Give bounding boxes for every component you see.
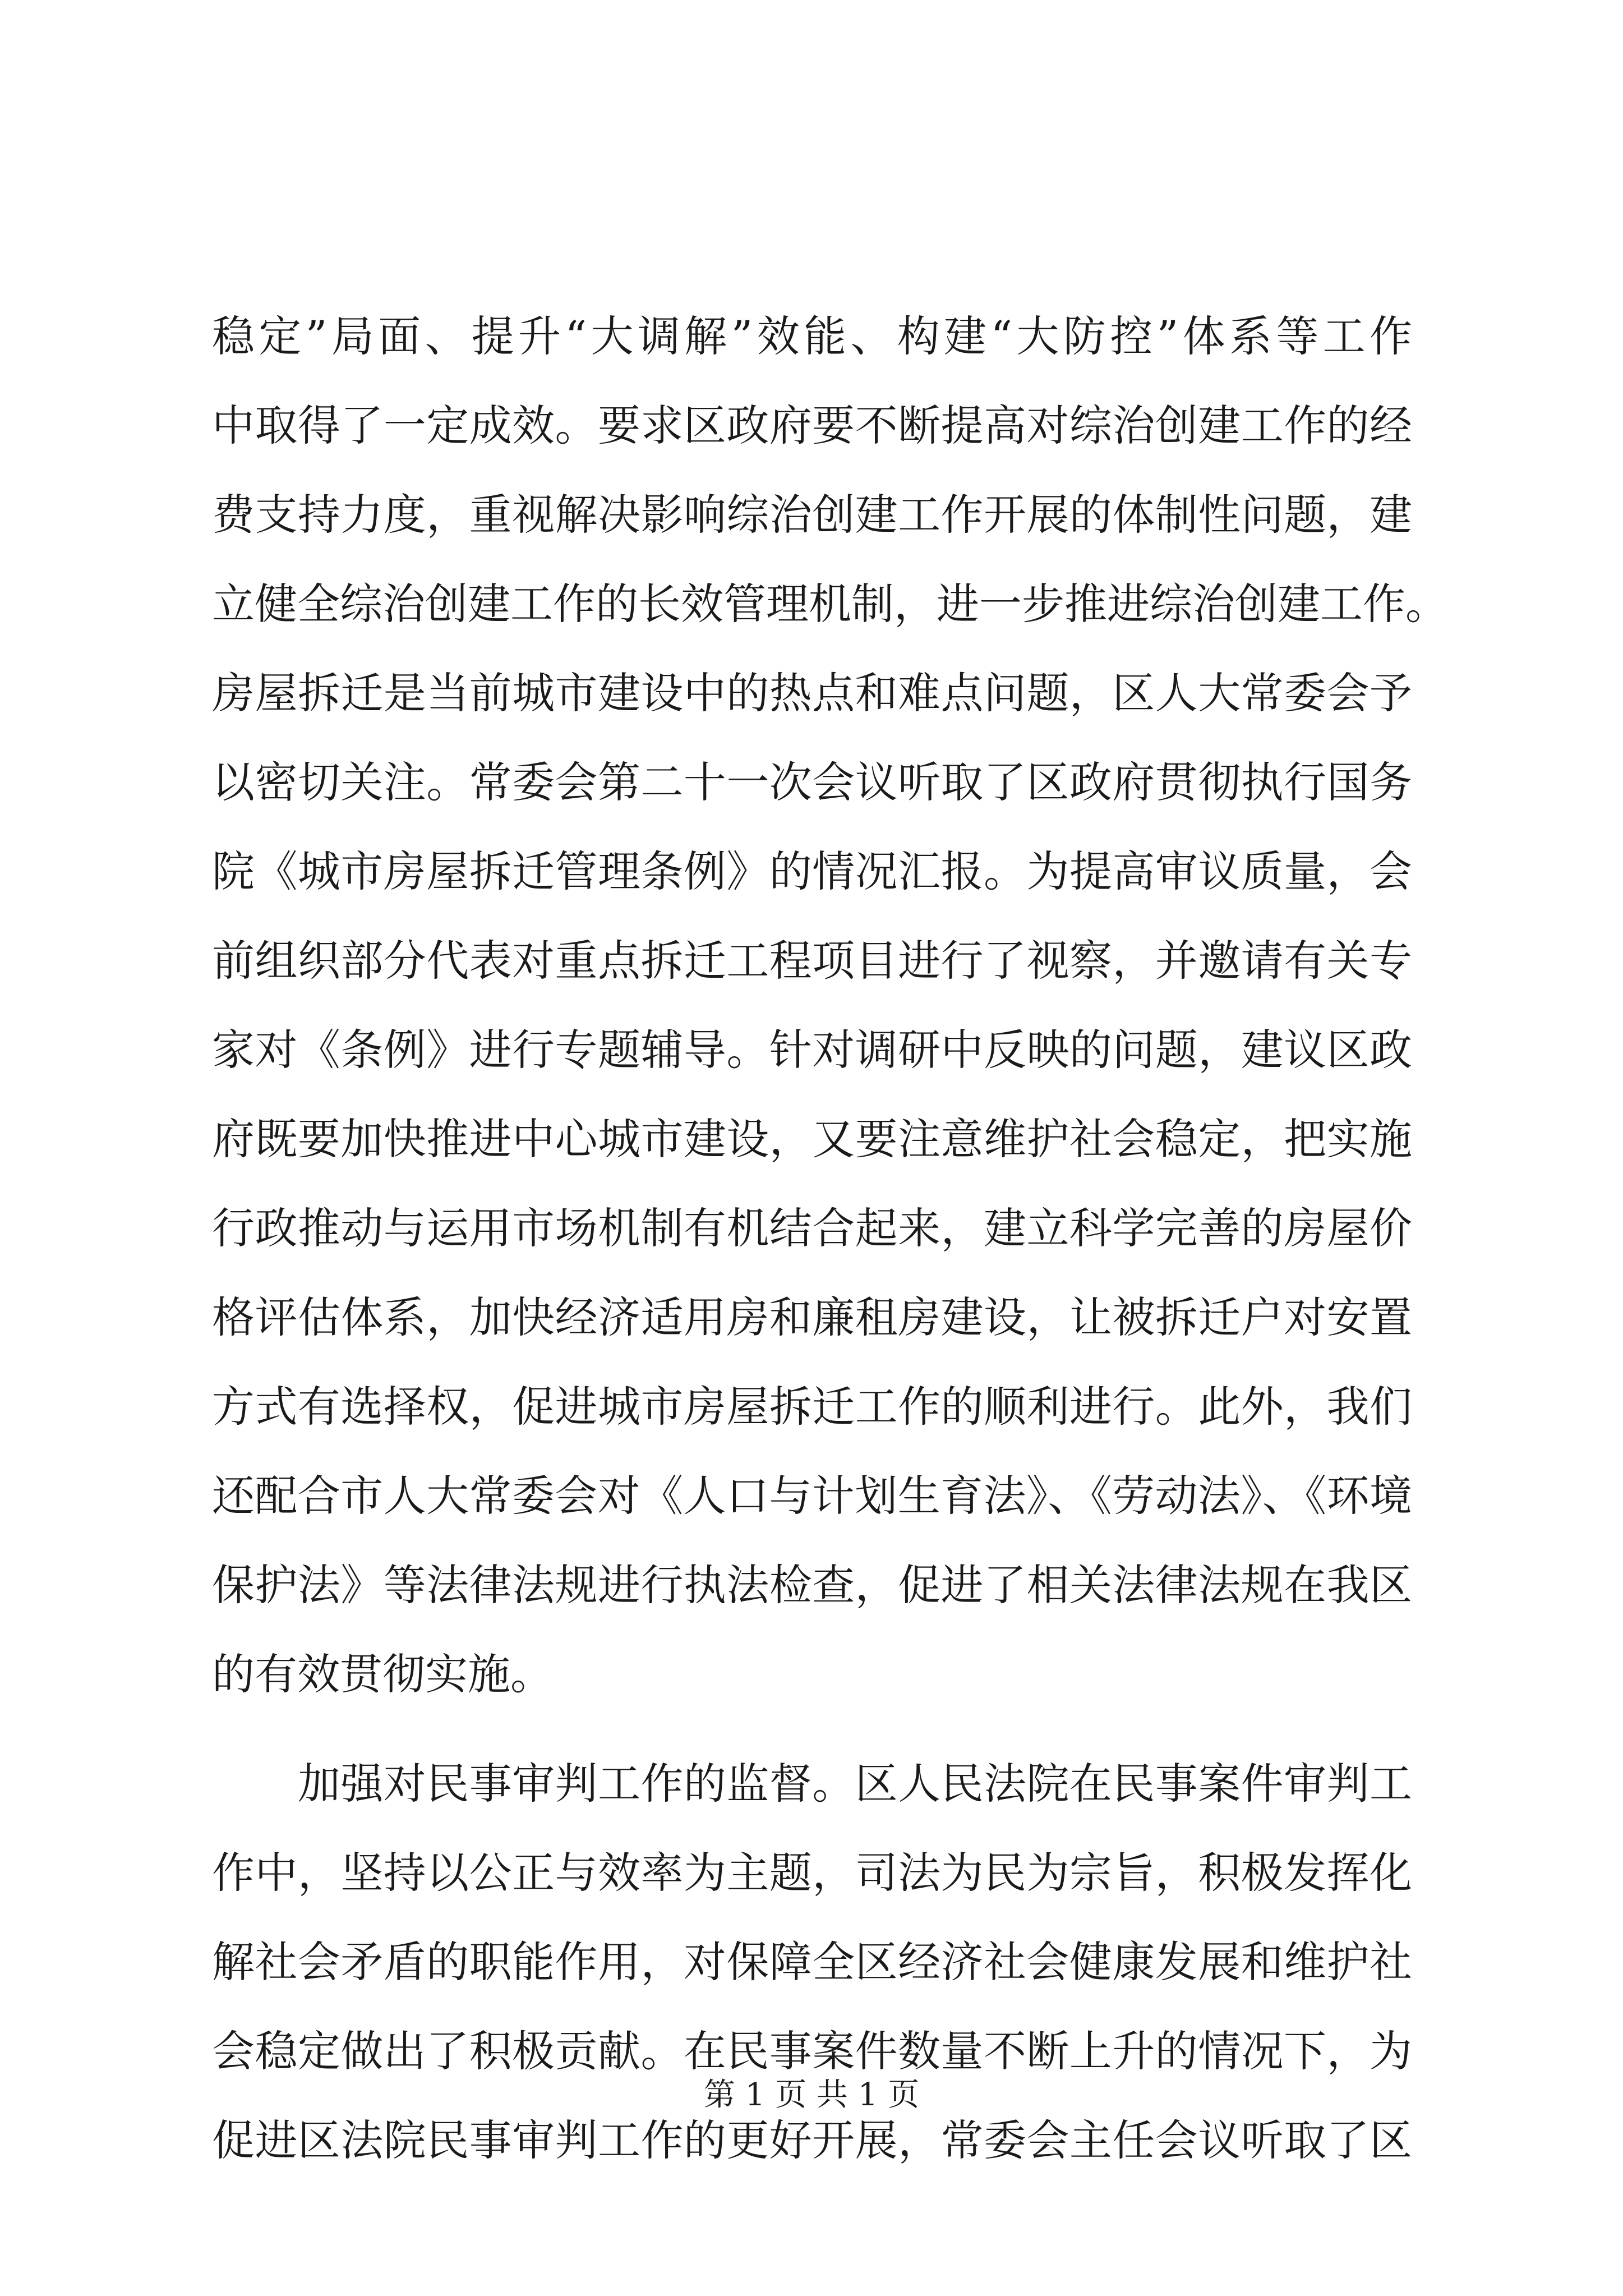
- text-line: 立健全综治创建工作的长效管理机制，进一步推进综治创建工作。: [212, 579, 1448, 629]
- paragraph-gap: [212, 1719, 1412, 1739]
- text-line: 保护法》等法律法规进行执法检查，促进了相关法律法规在我区: [212, 1560, 1412, 1610]
- text-line: 房屋拆迁是当前城市建设中的热点和难点问题，区人大常委会予: [212, 668, 1412, 718]
- text-line: 院《城市房屋拆迁管理条例》的情况汇报。为提高审议质量，会: [212, 846, 1412, 896]
- text-line: 解社会矛盾的职能作用，对保障全区经济社会健康发展和维护社: [212, 1937, 1412, 1987]
- text-line: 费支持力度，重视解决影响综治创建工作开展的体制性问题，建: [212, 490, 1412, 540]
- text-line: 府既要加快推进中心城市建设，又要注意维护社会稳定，把实施: [212, 1114, 1412, 1164]
- text-line: 家对《条例》进行专题辅导。针对调研中反映的问题，建议区政: [212, 1025, 1412, 1075]
- text-line: 格评估体系，加快经济适用房和廉租房建设，让被拆迁户对安置: [212, 1292, 1412, 1342]
- text-line: 方式有选择权，促进城市房屋拆迁工作的顺利进行。此外，我们: [212, 1382, 1412, 1432]
- text-line: 中取得了一定成效。要求区政府要不断提高对综治创建工作的经: [212, 401, 1412, 450]
- text-line: 加强对民事审判工作的监督。区人民法院在民事案件审判工: [212, 1759, 1412, 1809]
- text-line: 前组织部分代表对重点拆迁工程项目进行了视察，并邀请有关专: [212, 936, 1412, 986]
- paragraph-2: [212, 1739, 1412, 2185]
- text-line: 以密切关注。常委会第二十一次会议听取了区政府贯彻执行国务: [212, 757, 1412, 807]
- text-line: 会稳定做出了积极贡献。在民事案件数量不断上升的情况下，为: [212, 2026, 1412, 2076]
- text-line: 的有效贯彻实施。: [212, 1649, 553, 1699]
- text-line: 还配合市人大常委会对《人口与计划生育法》、《劳动法》、《环境: [212, 1471, 1412, 1521]
- text-line: 稳定”局面、提升“大调解”效能、构建“大防控”体系等工作: [212, 311, 1412, 361]
- text-line: 作中，坚持以公正与效率为主题，司法为民为宗旨，积极发挥化: [212, 1848, 1412, 1898]
- page-footer: [0, 2073, 1623, 2118]
- body-text: [212, 292, 1448, 2185]
- paragraph-1: [212, 292, 1448, 1719]
- page-number-label: 第 1 页 共 1 页: [703, 2077, 920, 2113]
- text-line: 行政推动与运用市场机制有机结合起来，建立科学完善的房屋价: [212, 1203, 1412, 1253]
- text-line: 促进区法院民事审判工作的更好开展，常委会主任会议听取了区: [212, 2115, 1412, 2165]
